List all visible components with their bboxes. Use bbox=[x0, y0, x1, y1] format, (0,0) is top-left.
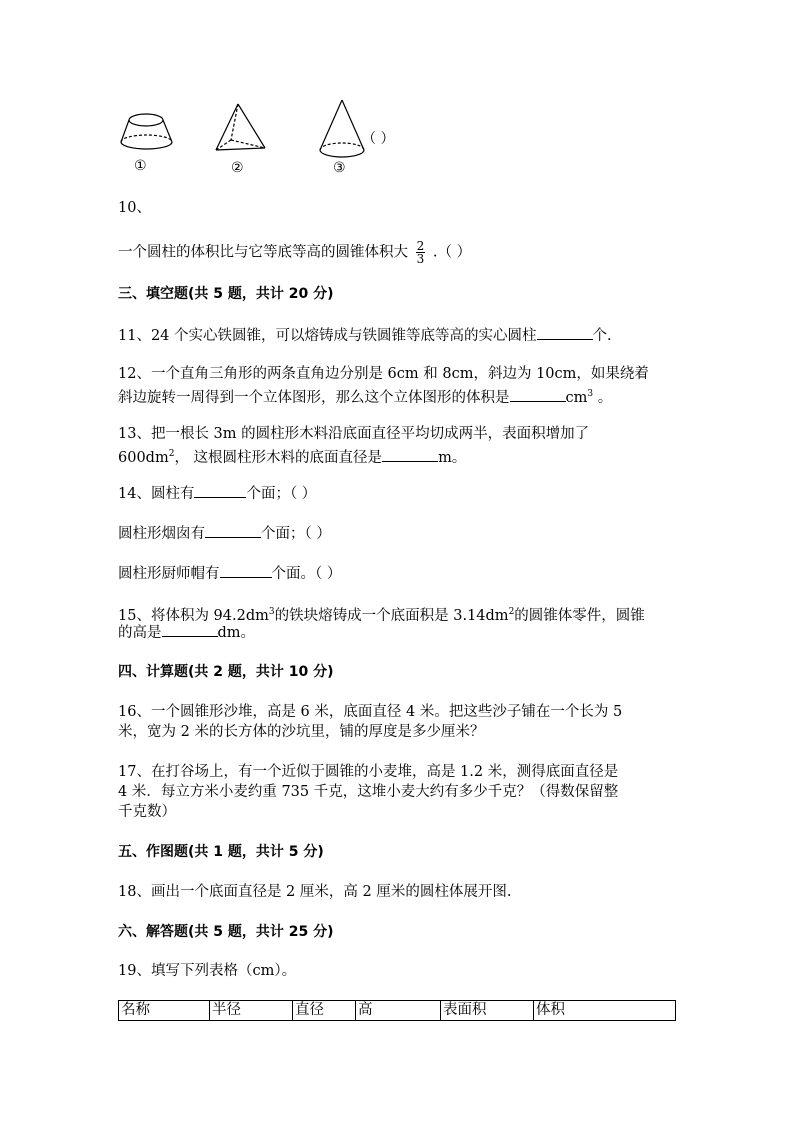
question-14-c-text: 圆柱形厨师帽有 bbox=[118, 566, 220, 582]
figure-answer-paren: （ ） bbox=[362, 131, 395, 147]
table-header-surface-area: 表面积 bbox=[441, 1001, 534, 1021]
answer-table bbox=[118, 1000, 676, 1021]
question-13-line2 bbox=[118, 444, 466, 468]
question-14-a bbox=[118, 483, 316, 504]
question-10-text: 一个圆柱的体积比与它等底等高的圆锥体积大 bbox=[118, 244, 408, 261]
question-10 bbox=[118, 240, 471, 265]
superscript: 2 bbox=[168, 449, 175, 459]
question-15-text-d: 的高是 bbox=[118, 625, 162, 641]
answer-blank[interactable] bbox=[537, 325, 593, 340]
shape-figures bbox=[110, 96, 530, 176]
question-16-line2: 米，宽为 2 米的长方体的沙坑里，铺的厚度是多少厘米？ bbox=[118, 724, 485, 740]
question-14-b-end: 个面；（ ） bbox=[261, 526, 331, 542]
question-13-value: 600dm bbox=[118, 449, 169, 466]
fraction-two-thirds bbox=[416, 240, 426, 265]
question-14-a-text: 14、圆柱有 bbox=[118, 486, 195, 502]
frustum-figure bbox=[121, 114, 172, 149]
fraction-numerator: 2 bbox=[416, 239, 425, 253]
question-16-line1: 16、一个圆锥形沙堆，高是 6 米，底面直径 4 米。把这些沙子铺在一个长为 5 bbox=[118, 704, 623, 720]
answer-blank[interactable] bbox=[205, 523, 261, 538]
table-header-diameter: 直径 bbox=[293, 1001, 356, 1021]
section-6-title: 六、解答题(共 5 题，共计 25 分) bbox=[118, 924, 334, 940]
answer-blank[interactable] bbox=[510, 387, 566, 402]
question-12-line1: 12、一个直角三角形的两条直角边分别是 6cm 和 8cm，斜边为 10cm，如果绕着 bbox=[118, 366, 649, 382]
superscript: 3 bbox=[587, 389, 594, 399]
cone-figure bbox=[320, 100, 364, 157]
question-12-end: 。 bbox=[593, 389, 613, 406]
question-17-line1: 17、在打谷场上，有一个近似于圆锥的小麦堆，高是 1.2 米，测得底面直径是 bbox=[118, 764, 619, 780]
question-14-b bbox=[118, 523, 331, 544]
question-14-b-text: 圆柱形烟囱有 bbox=[118, 526, 205, 542]
question-15-text-a: 15、将体积为 94.2dm bbox=[118, 607, 269, 624]
table-header-name: 名称 bbox=[119, 1001, 210, 1021]
superscript: 2 bbox=[508, 607, 515, 617]
table-header-volume: 体积 bbox=[534, 1001, 676, 1021]
question-13-text: ， 这根圆柱形木料的底面直径是 bbox=[174, 449, 383, 466]
question-11 bbox=[118, 325, 612, 346]
answer-blank[interactable] bbox=[162, 622, 218, 637]
question-15-text-c: 的圆锥体零件，圆锥 bbox=[514, 607, 645, 624]
table-header-radius: 半径 bbox=[210, 1001, 293, 1021]
figure-label-2: ② bbox=[231, 160, 244, 176]
table-header-height: 高 bbox=[356, 1001, 441, 1021]
superscript: 3 bbox=[268, 607, 275, 617]
question-15-text-b: 的铁块熔铸成一个底面积是 3.14dm bbox=[274, 607, 509, 624]
question-14-c bbox=[118, 563, 341, 584]
question-17-line3: 千克数） bbox=[118, 804, 176, 820]
answer-blank[interactable] bbox=[220, 563, 272, 578]
fraction-denominator: 3 bbox=[416, 252, 425, 266]
table-header-row bbox=[119, 1001, 676, 1021]
section-4-title: 四、计算题(共 2 题，共计 10 分) bbox=[118, 664, 334, 680]
section-5-title: 五、作图题(共 1 题，共计 5 分) bbox=[118, 844, 324, 860]
question-14-a-end: 个面；（ ） bbox=[246, 486, 317, 502]
question-12-text: 斜边旋转一周得到一个立体图形，那么这个立体图形的体积是 bbox=[118, 389, 510, 406]
question-11-text: 11、24 个实心铁圆锥，可以熔铸成与铁圆锥等底等高的实心圆柱 bbox=[118, 328, 537, 344]
question-15-line2 bbox=[118, 622, 255, 643]
question-13-line1: 13、把一根长 3m 的圆柱形木料沿底面直径平均切成两半，表面积增加了 bbox=[118, 426, 590, 442]
question-14-c-end: 个面。（ ） bbox=[271, 566, 342, 582]
question-19: 19、填写下列表格（cm）。 bbox=[118, 963, 297, 979]
question-10-answer: .（ ） bbox=[432, 244, 472, 261]
question-12-line2 bbox=[118, 384, 612, 408]
question-10-number: 10、 bbox=[118, 200, 151, 216]
question-17-line2: 4 米．每立方米小麦约重 735 千克，这堆小麦大约有多少千克？（得数保留整 bbox=[118, 784, 619, 800]
question-15-unit: dm。 bbox=[217, 625, 256, 641]
section-3-title: 三、填空题(共 5 题，共计 20 分) bbox=[118, 286, 334, 302]
question-18: 18、画出一个底面直径是 2 厘米，高 2 厘米的圆柱体展开图. bbox=[118, 884, 512, 900]
figure-label-3: ③ bbox=[333, 160, 346, 176]
figure-label-1: ① bbox=[134, 158, 147, 174]
pyramid-figure bbox=[216, 104, 265, 150]
answer-blank[interactable] bbox=[382, 447, 438, 462]
question-11-unit: 个. bbox=[592, 328, 612, 344]
question-12-unit: cm bbox=[565, 389, 588, 406]
answer-blank[interactable] bbox=[194, 483, 246, 498]
question-13-unit: m。 bbox=[438, 449, 467, 466]
